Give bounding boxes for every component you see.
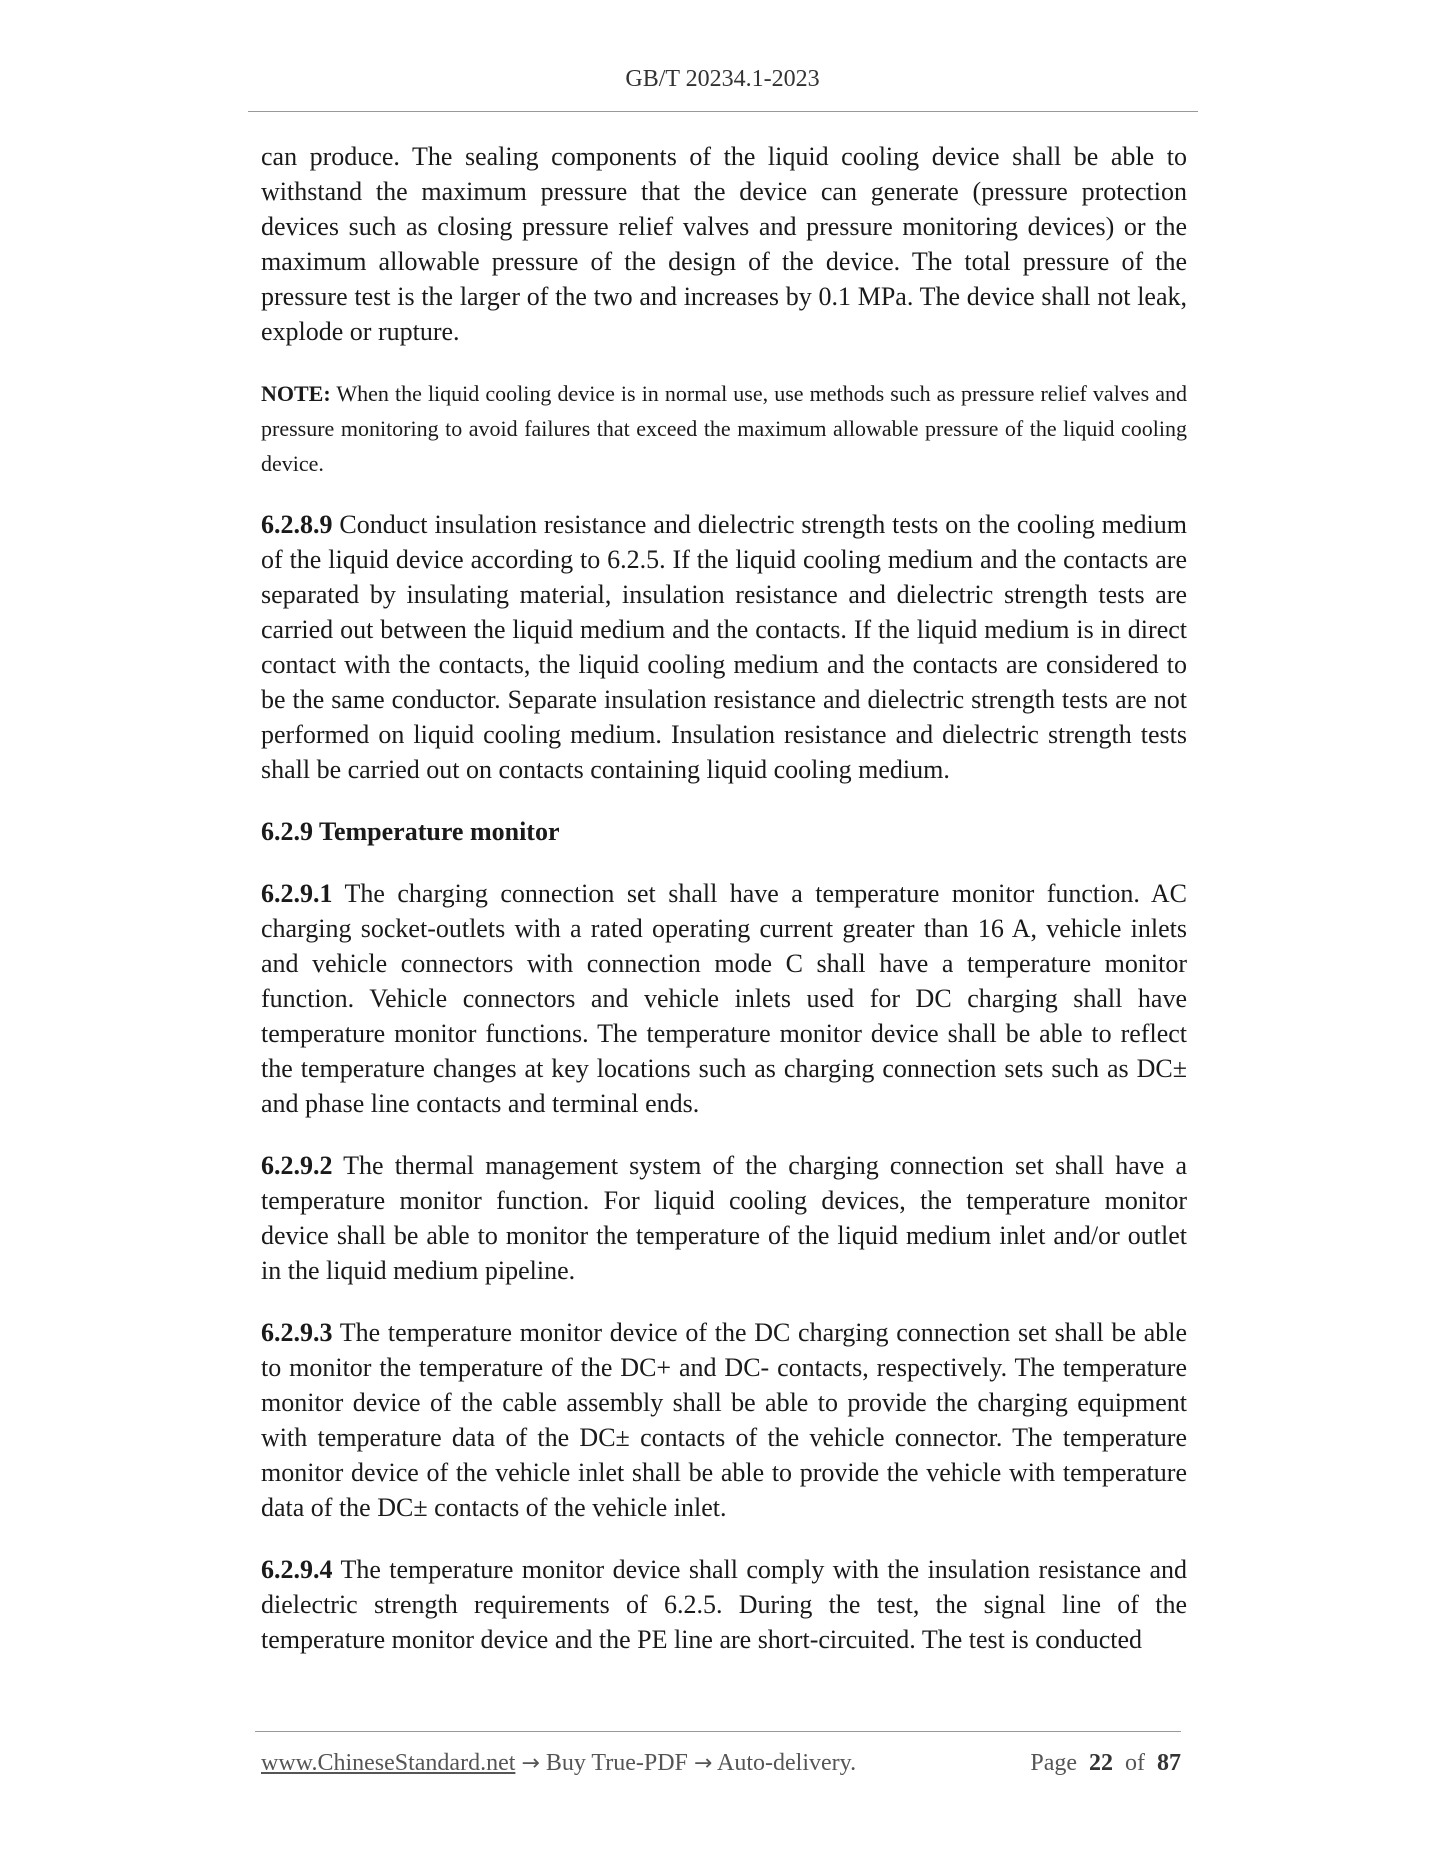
clause-number: 6.2.9.1 [261,879,333,908]
section-heading-6-2-9: 6.2.9 Temperature monitor [261,817,560,846]
page-header: GB/T 20234.1-2023 [625,66,820,92]
note-text: When the liquid cooling device is in normal use, use methods such as pressure relief valves and pressure monitoring to avoid failures that exceed the maximum allowable pressure of the liquid cooling device. [261,381,1187,476]
page-footer [261,1750,1181,1777]
clause-text: Conduct insulation resistance and dielectric strength tests on the cooling medium of the liquid device according to 6.2.5. If the liquid cooling medium and the contacts are separated by insulating material, insulation resistance and dielectric strength tests are carried out between the liquid medium and the contacts. If the liquid medium is in direct contact with the contacts, the liquid cooling medium and the contacts are considered to be the same conductor. Separate insulation resistance and dielectric strength tests are not performed on liquid cooling medium. Insulation resistance and dielectric strength tests shall be carried out on contacts containing liquid cooling medium. [261,510,1187,784]
paragraph-text: can produce. The sealing components of the liquid cooling device shall be able to withstand the maximum pressure that the device can generate (pressure protection devices such as closing pressure relief valves and pressure monitoring devices) or the maximum allowable pressure of the design of the device. The total pressure of the pressure test is the larger of the two and increases by 0.1 MPa. The device shall not leak, explode or rupture. [261,142,1187,346]
page-total: 87 [1157,1750,1181,1776]
page-label: Page [1030,1750,1077,1776]
page-current: 22 [1089,1750,1113,1776]
clause-text: The temperature monitor device shall comply with the insulation resistance and dielectric strength requirements of 6.2.5. During the test, the signal line of the temperature monitor device and the PE line are short-circuited. The test is conducted [261,1555,1187,1654]
clause-6-2-9-4 [261,1552,1187,1657]
delivery-text: Auto-delivery. [712,1750,857,1776]
arrow-right-icon: → [521,1751,540,1776]
clause-text: The thermal management system of the charging connection set shall have a temperature monitor function. For liquid cooling devices, the temperature monitor device shall be able to monitor the temperature of the liquid medium inlet and/or outlet in the liquid medium pipeline. [261,1151,1187,1285]
clause-6-2-9-1 [261,876,1187,1121]
clause-number: 6.2.8.9 [261,510,333,539]
header-divider [248,111,1198,112]
arrow-right-icon: → [693,1751,713,1776]
clause-6-2-9-2 [261,1148,1187,1288]
footer-divider [255,1731,1181,1732]
clause-6-2-8-9 [261,507,1187,787]
note-label: NOTE: [261,381,331,406]
clause-text: The charging connection set shall have a temperature monitor function. AC charging socket-outlets with a rated operating current greater than 16 A, vehicle inlets and vehicle connectors with connection mode C shall have a temperature monitor function. Vehicle connectors and vehicle inlets used for DC charging shall have temperature monitor functions. The temperature monitor device shall be able to reflect the temperature changes at key locations such as charging connection sets such as DC± and phase line contacts and terminal ends. [261,879,1187,1118]
clause-number: 6.2.9.2 [261,1151,333,1180]
paragraph-continuation [261,139,1187,349]
document-body [261,139,1187,1684]
clause-text: The temperature monitor device of the DC charging connection set shall be able to monitor the temperature of the DC+ and DC- contacts, respectively. The temperature monitor device of the cable assembly shall be able to provide the charging equipment with temperature data of the DC± contacts of the vehicle connector. The temperature monitor device of the vehicle inlet shall be able to provide the vehicle with temperature data of the DC± contacts of the vehicle inlet. [261,1318,1187,1522]
note [261,376,1187,481]
clause-number: 6.2.9.3 [261,1318,333,1347]
buy-text: Buy True-PDF [539,1750,694,1776]
page-indicator [1030,1750,1181,1777]
site-link[interactable]: www.ChineseStandard.net [261,1750,516,1776]
clause-number: 6.2.9.4 [261,1555,333,1584]
page-of: of [1125,1750,1145,1776]
clause-6-2-9-3 [261,1315,1187,1525]
